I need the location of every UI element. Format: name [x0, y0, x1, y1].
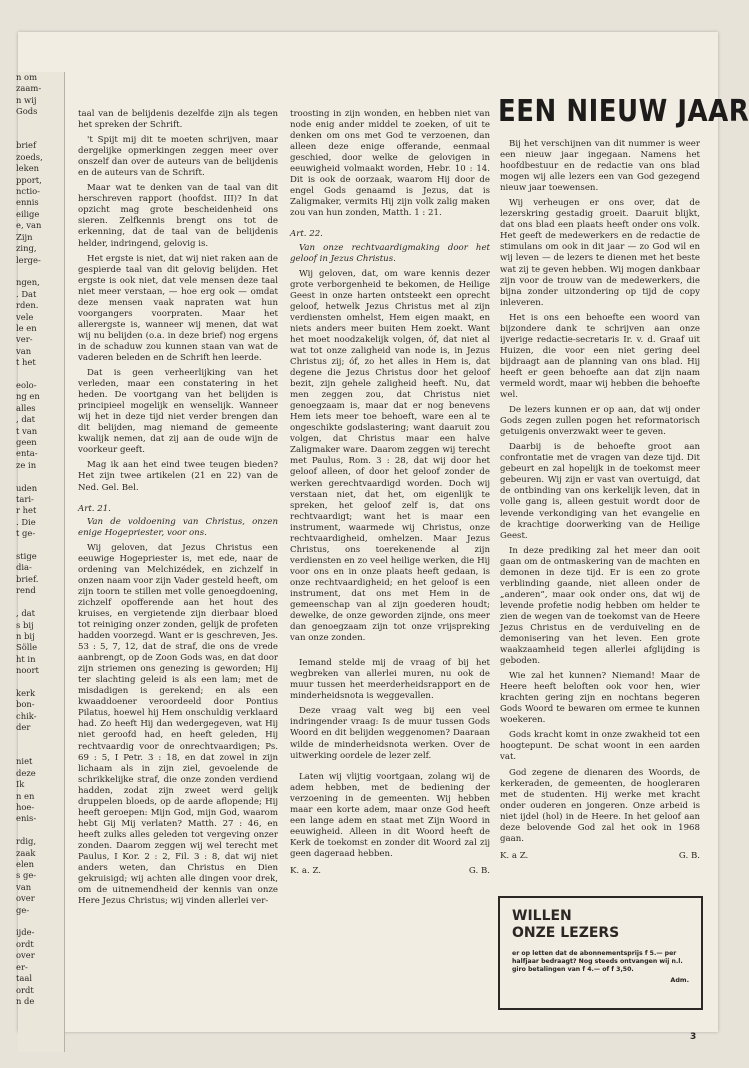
page-number: 3: [690, 1032, 697, 1042]
paragraph: Deze vraag valt weg bij een veel indringender vraag: Is de muur tussen Gods Woord en dit belijden weggenomen? Daaraan wilde de minderheidsnota werken. Over de uitwerking oordele de lezer zelf.: [290, 706, 490, 761]
margin-fragment: alles: [16, 402, 36, 413]
paragraph: Laten wij vlijtig voortgaan, zolang wij de adem hebben, met de bediening der verzoening in de gemeenten. Wij hebben maar een korte adem, maar onze God heeft een lange adem en staat met Zijn Woord in eeuwigheid. Alleen in dit Woord heeft de Kerk de toekomst en zonder dit Woord zal zij geen dageraad hebben.: [290, 771, 490, 859]
margin-fragment: pport,: [16, 174, 42, 185]
margin-fragment: t van: [16, 425, 38, 436]
paragraph: Wij verheugen er ons over, dat de lezerskring gestadig groeit. Daaruit blijkt, dat ons blad een plaats heeft onder ons volk. Het geeft de medewerkers en de redactie de stimulans om ook in dit jaar — zo God wil en wij leven — de lezers te dienen met het beste wat zij te geven hebben. Wij mogen dankbaar zijn voor de trouw van de medewerkers, die bijna zonder uitzondering op tijd de copy inleveren.: [500, 198, 700, 308]
paragraph: Het is ons een behoefte een woord van bijzondere dank te schrijven aan onze ijverige redactie-secretaris Ir. v. d. Graaf uit Huizen, die voor een niet gering deel bijdraagt aan de planning van ons blad. Hij heeft er geen behoefte aan dat zijn naam vermeld wordt, maar wij hebben die behoefte wel.: [500, 312, 700, 401]
margin-fragment: hoe-: [16, 802, 35, 812]
article-number: Art. 21.: [78, 503, 111, 514]
notice-signature: Adm.: [670, 976, 689, 984]
paragraph: In deze prediking zal het meer dan ooit gaan om de ontmaskering van de machten en demonen in deze tijd. Er is een zo grote verblinding gaande, niet alleen onder de „anderen”, maar ook onder ons, dat wij de levende profetie nodig hebben om helder te zien de wegen van de toekomst van de Heere Jezus Christus en de verduiveling en de demonisering van het leven. Een grote waakzaamheid tegen allerlei afglijding is geboden.: [500, 545, 700, 667]
margin-fragment: [16, 540, 64, 551]
margin-fragment: r het: [16, 505, 37, 516]
margin-fragment: ordt: [16, 938, 34, 949]
margin-fragment: over: [16, 893, 35, 904]
margin-fragment: le en: [16, 322, 37, 333]
paragraph: Wij geloven, dat, om ware kennis dezer grote verborgenheid te bekomen, de Heilige Geest in onze harten ontsteekt een oprecht geloof, hetwelk Jezus Christus met al zijn verdiensten omhelst, Hem eigen maakt, en niets anders meer buiten Hem zoekt. Want het moet noodzakelijk volgen, óf, dat niet al wat tot onze zaligheid van node is, in Jezus Christus zij; óf, zo het alles in Hem is, dat degene die Jezus Christus door het geloof bezit, zijn gehele zaligheid heeft. Nu, dat men zeggen zou, dat Christus niet genoegzaam is, maar dat er nog benevens Hem iets meer toe behoeft, ware een al te ongeschikte godslastering; want daaruit zou volgen, dat Christus maar een halve Zaligmaker ware. Daarom zeggen wij terecht met Paulus, Rom. 3 : 28, dat wij door het geloof alleen, of door het geloof zonder de werken gerechtvaardigd worden. Doch wij verstaan niet, dat het, om eigenlijk te spreken, het geloof zelf is, dat ons rechtvaardigt; want het is maar een instrument, waarmede wij Christus, onze rechtvaardigheid, omhelzen. Maar Jezus Christus, ons toerekenende al zijn verdiensten en zo veel heilige werken, die Hij voor ons en in onze plaats heeft gedaan, is onze rechtvaardigheid; en het geloof is een instrument, dat ons met Hem in de gemeenschap van al zijn goederen houdt; dewelke, de onze geworden zijnde, ons meer dan genoegzaam zijn tot onze vrijspreking van onze zonden.: [290, 268, 490, 644]
margin-fragment: rden.: [16, 300, 39, 311]
margin-fragment: [16, 369, 64, 380]
signature: [290, 866, 490, 877]
margin-fragment: uden: [16, 482, 38, 493]
paragraph: Maar wat te denken van de taal van dit herschreven rapport (hoofdst. III)? In dat opzicht mag grote bescheidenheid ons sieren. Zelfkennis brengt ons tot de erkenning, dat de taal van de belijdenis helder, indringend, gelovig is.: [78, 183, 278, 249]
margin-fragment: deze: [16, 767, 36, 778]
signature-left: K. a Z.: [500, 850, 529, 861]
margin-fragment: Gods: [16, 106, 38, 117]
column-3: [500, 139, 700, 862]
margin-fragment: zaam-: [16, 83, 42, 94]
margin-fragment: [16, 825, 64, 836]
margin-fragment: [16, 597, 64, 608]
subscription-notice-box: [498, 896, 703, 1010]
paragraph: taal van de belijdenis dezelfde zijn als tegen het spreken der Schrift.: [78, 109, 278, 131]
margin-fragment: [16, 266, 64, 277]
margin-fragment: rdig,: [16, 836, 37, 847]
margin-fragment: [16, 129, 64, 140]
paragraph: 't Spijt mij dit te moeten schrijven, maar dergelijke opmerkingen zeggen meer over onszelf dan over de auteurs van de belijdenis en de auteurs van de Schrift.: [78, 135, 278, 179]
margin-fragment: Ik: [16, 779, 25, 790]
margin-fragment: [16, 118, 64, 129]
margin-fragment: s bij: [16, 619, 34, 630]
margin-fragment: eolo-: [16, 379, 37, 390]
margin-fragment: n bij: [16, 630, 35, 641]
margin-fragment: zaak: [16, 847, 36, 858]
margin-fragment: taal: [16, 973, 33, 984]
margin-fragment: der: [16, 722, 31, 733]
paragraph: Daarbij is de behoefte groot aan confrontatie met de vragen van deze tijd. Dit gebeurt en zal hopelijk in de toekomst meer gebeuren. Wij zijn er vast van overtuigd, dat de ontbinding van ons kerkelijk leven, dat in volle gang is, alleen gestuit wordt door de levende verkondiging van het evangelie en de krachtige doorwerking van de Heilige Geest.: [500, 442, 700, 541]
margin-fragment: n om: [16, 72, 38, 82]
margin-fragment: ngen,: [16, 277, 40, 288]
margin-fragment: , dat: [16, 608, 36, 619]
article-title: Van onze rechtvaardigmaking door het geloof in Jezus Christus.: [290, 242, 490, 264]
headline: EEN NIEUW JAAR: [498, 94, 749, 130]
margin-fragment: [16, 471, 64, 482]
margin-fragment: Zijn: [16, 231, 33, 242]
margin-fragment: eilige: [16, 208, 40, 219]
margin-fragment: brief.: [16, 573, 39, 584]
margin-fragment: ennis: [16, 197, 39, 208]
margin-fragment: nctio-: [16, 186, 41, 197]
paragraph: God zegene de dienaren des Woords, de kerkeraden, de gemeenten, de hoogleraren met de studenten. Hij werke met kracht onder ouderen en jongeren. Onze arbeid is niet ijdel (hol) in de Heere. In het geloof aan deze belovende God zal het ook in 1968 gaan.: [500, 767, 700, 844]
margin-fragment: zing,: [16, 243, 37, 254]
margin-fragment: ordt: [16, 984, 34, 995]
margin-fragment: ht in: [16, 653, 36, 664]
margin-fragment: [16, 916, 64, 927]
paragraph: Wie zal het kunnen? Niemand! Maar de Heere heeft beloften ook voor hen, wier krachten gering zijn en nochtans begeren Gods Woord te bewaren om ermee te kunnen woekeren.: [500, 671, 700, 726]
signature: [500, 851, 700, 862]
margin-fragment: geen: [16, 437, 37, 447]
margin-fragment: noort: [16, 665, 39, 676]
margin-fragment: rend: [16, 585, 36, 596]
margin-fragment: [16, 734, 64, 745]
margin-fragment: n en: [16, 790, 35, 801]
margin-fragment: [16, 677, 64, 688]
margin-fragment: brief: [16, 140, 37, 151]
margin-fragment: vele: [16, 311, 34, 322]
signature-right: G. B.: [678, 850, 700, 861]
notice-title-1: WILLEN: [512, 908, 572, 924]
margin-fragment: ijde-: [16, 927, 35, 938]
margin-fragment: s ge-: [16, 870, 37, 881]
magazine-page: [16, 32, 749, 1042]
paragraph: Het ergste is niet, dat wij niet raken aan de gespierde taal van dit gelovig belijden. Het ergste is ook niet, dat vele mensen deze taal niet meer verstaan, — hoe erg ook — omdat deze mensen vaak napraten wat hun voorgangers voorpraten. Maar het allerergste is, wanneer wij menen, dat wat wij nu belijden (o.a. in deze brief) nog ergens in de schaduw zou kunnen staan van wat de vaderen beleden en de Schrift hen leerde.: [78, 253, 278, 363]
margin-fragment: er-: [16, 961, 28, 972]
margin-fragment: [16, 745, 64, 756]
paragraph: De lezers kunnen er op aan, dat wij onder Gods zegen zullen pogen het reformatorisch getuigenis onverzwakt weer te geven.: [500, 405, 700, 438]
margin-fragment: stige: [16, 551, 37, 562]
margin-fragment: ze in: [16, 459, 37, 470]
margin-fragment: Sölle: [16, 642, 38, 653]
margin-fragment: t het: [16, 357, 36, 368]
notice-body: er op letten dat de abonnementsprijs f 5.— per halfjaar bedraagt? Nog steeds ontvangen wij n.l. giro betalingen van f 4.— of f 3,50.: [512, 950, 683, 973]
margin-fragment: chik-: [16, 710, 37, 721]
margin-fragment: ng en: [16, 391, 40, 402]
margin-fragment: n wij: [16, 94, 37, 105]
margin-fragment: elen: [16, 859, 34, 870]
margin-fragment: van: [16, 881, 32, 892]
margin-fragment: . Dat: [16, 288, 37, 299]
notice-title-2: ONZE LEZERS: [512, 925, 620, 941]
paragraph: troosting in zijn wonden, en hebben niet van node enig ander middel te zoeken, of uit te denken om ons met God te verzoenen, dan alleen deze enige offerande, eenmaal geschied, door welke de gelovigen in eeuwigheid volmaakt worden, Hebr. 10 : 14. Dit is ook de oorzaak, waarom Hij door de engel Gods genaamd is Jezus, dat is Zaligmaker, vermits Hij zijn volk zalig maken zou van hun zonden, Matth. 1 : 21.: [290, 109, 490, 219]
margin-fragment: bon-: [16, 699, 35, 710]
margin-fragment: , dat: [16, 414, 36, 425]
article-number: Art. 22.: [290, 229, 323, 240]
margin-fragment: n de: [16, 995, 35, 1006]
paragraph: Bij het verschijnen van dit nummer is weer een nieuw jaar ingegaan. Namens het hoofdbestuur en de redactie van ons blad mogen wij alle lezers een van God gezegend nieuw jaar toewensen.: [500, 139, 700, 194]
paragraph: Wij geloven, dat Jezus Christus een eeuwige Hogepriester is, met ede, naar de ordening van Melchizédek, en zichzelf in onzen naam voor zijn Vader gesteld heeft, om zijn toorn te stillen met volle genoegdoening, zichzelf opofferende aan het hout des kruises, en vergietende zijn dierbaar bloed tot reiniging onzer zonden, gelijk de profeten hadden voorzegd. Want er is geschreven, Jes. 53 : 5, 7, 12, dat de straf, die ons de vrede aanbrengt, op de Zoon Gods was, en dat door zijn striemen ons genezing is geworden; Hij ter slachting geleid is als een lam; met de misdadigen is gerekend; en als een kwaaddoener veroordeeld door Pontius Pilatus, hoewel hij Hem onschuldig verklaard had. Zo heeft Hij dan wedergegeven, wat Hij niet geroofd had, en heeft geleden, Hij rechtvaardig voor de onrechtvaardigen; Ps. 69 : 5, I Petr. 3 : 18, en dat zowel in zijn lichaam als in zijn ziel, gevoelende de schrikkelijke straf, die onze zonden verdiend hadden, zodat zijn zweet werd gelijk druppelen bloeds, op de aarde aflopende; Hij heeft geroepen: Mijn God, mijn God, waarom hebt Gij Mij verlaten? Matth. 27 : 46, en heeft zulks alles geleden tot vergeving onzer zonden. Daarom zeggen wij wel terecht met Paulus, I Kor. 2 : 2, Fil. 3 : 8, dat wij niet anders weten, dan Christus en Dien gekruisigd; wij achten alle dingen voor drek, om de uitnemendheid der kennis van onze Here Jezus Christus; wij vinden allerlei ver-: [78, 542, 278, 907]
paragraph: Gods kracht komt in onze zwakheid tot een hoogtepunt. De schat woont in een aarden vat.: [500, 730, 700, 763]
margin-fragment: leken: [16, 163, 40, 174]
signature-right: G. B.: [468, 866, 490, 876]
margin-fragment: tari-: [16, 494, 34, 505]
margin-fragment: lerge-: [16, 254, 41, 265]
margin-fragment: enta-: [16, 448, 38, 459]
previous-page-edge: [18, 72, 65, 1052]
column-1: [78, 109, 278, 911]
margin-fragment: kerk: [16, 687, 36, 698]
margin-fragment: van: [16, 345, 32, 356]
signature-left: K. a. Z.: [290, 866, 322, 876]
margin-fragment: ver-: [16, 334, 33, 345]
margin-fragment: t ge-: [16, 528, 36, 539]
margin-fragment: ge-: [16, 904, 30, 915]
article-title: Van de voldoening van Christus, onzen enige Hogepriester, voor ons.: [78, 516, 278, 538]
margin-fragment: niet: [16, 756, 33, 767]
column-2: [290, 109, 490, 877]
margin-fragment: dia-: [16, 562, 32, 573]
margin-fragment: . Die: [16, 516, 36, 527]
margin-fragment: enis-: [16, 813, 37, 824]
paragraph: Iemand stelde mij de vraag of bij het wegbreken van allerlei muren, nu ook de muur tussen het meerderheidsrapport en de minderheidsnota is weggevallen.: [290, 658, 490, 702]
margin-fragment: over: [16, 950, 35, 961]
paragraph: Dat is geen verheerlijking van het verleden, maar een constatering in het heden. De voortgang van het belijden is principieel mogelijk en wenselijk. Wanneer wij het in deze tijd niet verder brengen dan dit belijden, mag niemand de gemeente kwalijk nemen, dat zij aan de oude wijn de voorkeur geeft.: [78, 368, 278, 456]
margin-fragment: e, van: [16, 220, 42, 231]
paragraph: Mag ik aan het eind twee teugen bieden? Het zijn twee artikelen (21 en 22) van de Ned. Gel. Bel.: [78, 460, 278, 493]
margin-fragment: zoeds,: [16, 151, 43, 162]
